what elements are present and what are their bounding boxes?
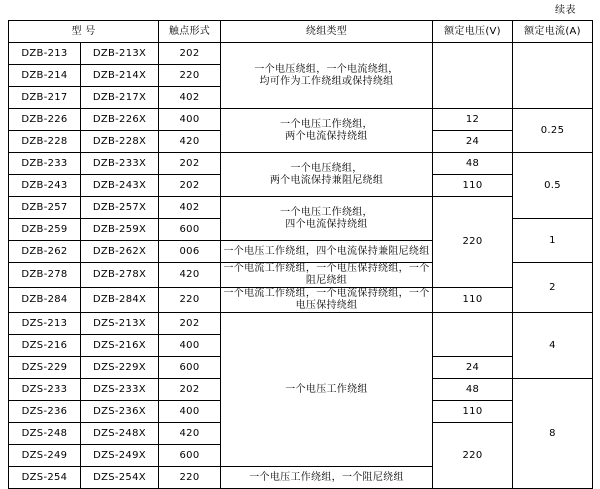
header-winding-type: 绕组类型 (221, 21, 433, 43)
cell-model-x: DZS-254X (81, 467, 159, 489)
continued-table-label: 续表 (555, 5, 576, 16)
cell-contact-form: 400 (159, 109, 221, 131)
cell-model: DZB-284 (9, 288, 81, 313)
cell-model: DZB-228 (9, 131, 81, 153)
cell-model: DZB-226 (9, 109, 81, 131)
cell-contact-form: 202 (159, 43, 221, 65)
cell-model-x: DZB-278X (81, 263, 159, 288)
table-row (9, 197, 593, 219)
cell-contact-form: 202 (159, 313, 221, 335)
cell-model: DZS-249 (9, 445, 81, 467)
cell-contact-form: 006 (159, 241, 221, 263)
header-model: 型 号 (9, 21, 159, 43)
cell-model-x: DZB-257X (81, 197, 159, 219)
cell-model: DZB-213 (9, 43, 81, 65)
cell-contact-form: 600 (159, 445, 221, 467)
cell-rated-current: 1 (513, 219, 593, 263)
cell-rated-voltage: 24 (433, 357, 513, 379)
table-row (9, 153, 593, 175)
cell-model: DZS-254 (9, 467, 81, 489)
table-row (9, 288, 593, 313)
cell-model-x: DZS-249X (81, 445, 159, 467)
cell-model: DZB-214 (9, 65, 81, 87)
cell-rated-current: 2 (513, 263, 593, 313)
cell-model-x: DZB-259X (81, 219, 159, 241)
cell-model-x: DZS-233X (81, 379, 159, 401)
cell-model: DZS-213 (9, 313, 81, 335)
cell-rated-current (513, 43, 593, 109)
table-row (9, 109, 593, 131)
header-row (9, 21, 593, 43)
cell-contact-form: 202 (159, 153, 221, 175)
cell-contact-form: 420 (159, 423, 221, 445)
cell-model: DZB-243 (9, 175, 81, 197)
cell-model: DZB-278 (9, 263, 81, 288)
table-row (9, 43, 593, 65)
cell-model-x: DZB-243X (81, 175, 159, 197)
table-body (9, 43, 593, 489)
cell-model-x: DZS-213X (81, 313, 159, 335)
cell-contact-form: 420 (159, 131, 221, 153)
cell-winding-type: 一个电流工作绕组，一个电流保持绕组，一个电压保持绕组 (221, 288, 433, 313)
cell-contact-form: 202 (159, 175, 221, 197)
cell-model: DZB-217 (9, 87, 81, 109)
cell-contact-form: 220 (159, 467, 221, 489)
cell-model: DZB-262 (9, 241, 81, 263)
header-rated-voltage: 额定电压(V) (433, 21, 513, 43)
cell-rated-voltage: 48 (433, 379, 513, 401)
header-rated-current: 额定电流(A) (513, 21, 593, 43)
cell-model: DZS-248 (9, 423, 81, 445)
cell-contact-form: 600 (159, 219, 221, 241)
cell-winding-type: 一个电压工作绕组，一个阻尼绕组 (221, 467, 433, 489)
cell-rated-current: 0.5 (513, 153, 593, 219)
cell-contact-form: 402 (159, 197, 221, 219)
cell-rated-voltage: 220 (433, 423, 513, 489)
cell-winding-type: 一个电压工作绕组，四个电流保持兼阻尼绕组 (221, 241, 433, 263)
cell-winding-type: 一个电压工作绕组 (221, 313, 433, 467)
cell-rated-voltage: 220 (433, 197, 513, 288)
cell-model: DZB-259 (9, 219, 81, 241)
cell-model-x: DZB-228X (81, 131, 159, 153)
cell-contact-form: 420 (159, 263, 221, 288)
cell-rated-current: 4 (513, 313, 593, 379)
cell-winding-type: 一个电压工作绕组， 两个电流保持绕组 (221, 109, 433, 153)
header-contact-form: 触点形式 (159, 21, 221, 43)
cell-rated-voltage: 48 (433, 153, 513, 175)
cell-rated-current: 8 (513, 379, 593, 489)
cell-model-x: DZS-236X (81, 401, 159, 423)
cell-contact-form: 600 (159, 357, 221, 379)
cell-rated-voltage: 110 (433, 288, 513, 313)
cell-model-x: DZS-229X (81, 357, 159, 379)
cell-model: DZS-229 (9, 357, 81, 379)
cell-rated-voltage: 24 (433, 131, 513, 153)
cell-winding-type: 一个电压绕组，一个电流绕组， 均可作为工作绕组或保持绕组 (221, 43, 433, 109)
cell-contact-form: 220 (159, 288, 221, 313)
cell-model-x: DZB-233X (81, 153, 159, 175)
cell-rated-voltage: 110 (433, 175, 513, 197)
cell-model: DZB-257 (9, 197, 81, 219)
cell-winding-type: 一个电压绕组， 两个电流保持兼阻尼绕组 (221, 153, 433, 197)
cell-model-x: DZB-262X (81, 241, 159, 263)
cell-contact-form: 400 (159, 401, 221, 423)
cell-rated-voltage: 12 (433, 109, 513, 131)
table-header (9, 21, 593, 43)
cell-winding-type: 一个电压工作绕组， 四个电流保持绕组 (221, 197, 433, 241)
cell-model: DZS-216 (9, 335, 81, 357)
table-row (9, 313, 593, 335)
cell-contact-form: 402 (159, 87, 221, 109)
cell-model-x: DZB-284X (81, 288, 159, 313)
cell-contact-form: 220 (159, 65, 221, 87)
relay-spec-table (8, 20, 593, 489)
cell-rated-current: 0.25 (513, 109, 593, 153)
cell-model-x: DZS-216X (81, 335, 159, 357)
cell-model-x: DZB-217X (81, 87, 159, 109)
cell-model-x: DZB-213X (81, 43, 159, 65)
cell-model-x: DZS-248X (81, 423, 159, 445)
cell-contact-form: 202 (159, 379, 221, 401)
cell-winding-type: 一个电流工作绕组，一个电压保持绕组，一个阻尼绕组 (221, 263, 433, 288)
cell-model: DZB-233 (9, 153, 81, 175)
cell-model-x: DZB-226X (81, 109, 159, 131)
cell-rated-voltage (433, 43, 513, 109)
cell-rated-voltage (433, 313, 513, 357)
cell-contact-form: 400 (159, 335, 221, 357)
cell-model: DZS-236 (9, 401, 81, 423)
cell-model: DZS-233 (9, 379, 81, 401)
cell-model-x: DZB-214X (81, 65, 159, 87)
cell-rated-voltage: 110 (433, 401, 513, 423)
